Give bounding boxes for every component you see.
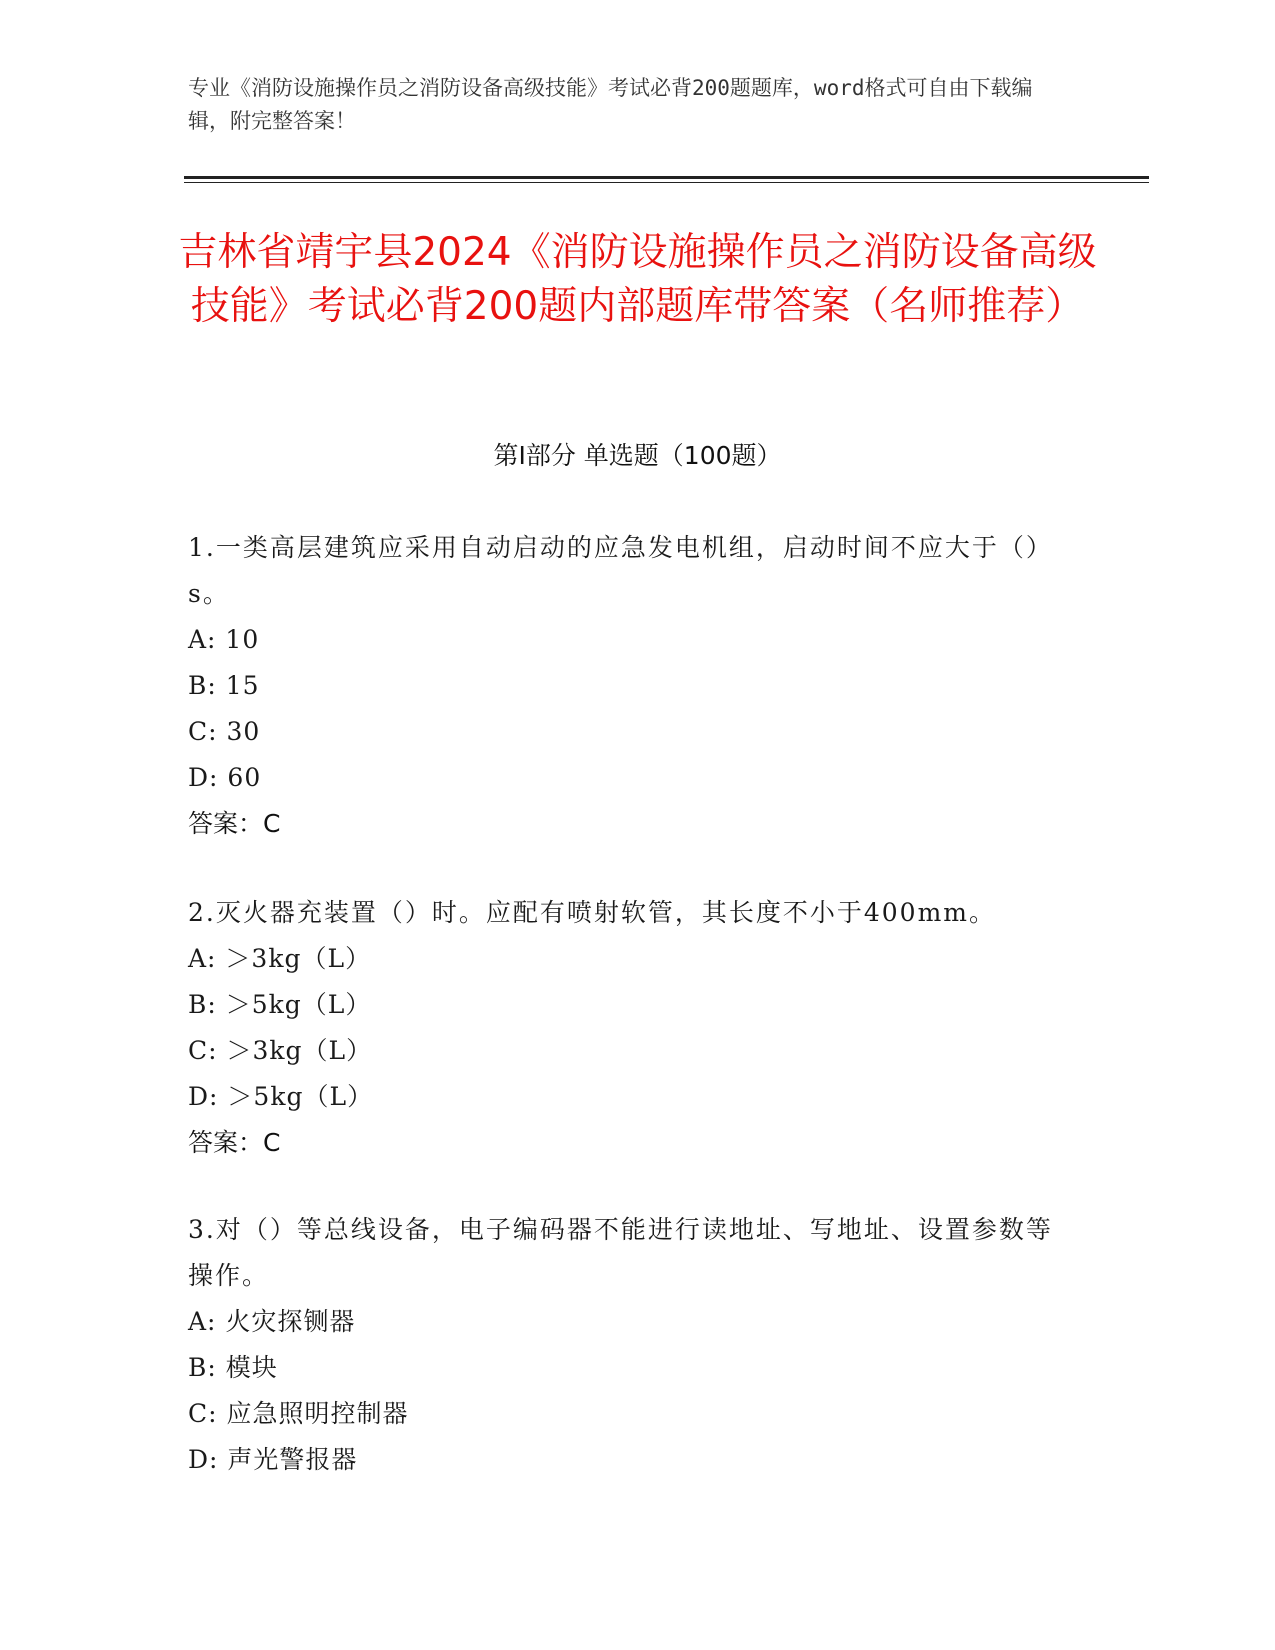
option-d: D: ＞5kg（L）	[188, 1082, 374, 1111]
option-c: C: 30	[188, 717, 261, 746]
header-rule-thin	[184, 182, 1149, 183]
option-b: B: 模块	[188, 1353, 278, 1382]
question-stem: 3.对（）等总线设备，电子编码器不能进行读地址、写地址、设置参数等操作。	[188, 1215, 1053, 1290]
section-heading: 第I部分 单选题（100题）	[493, 441, 782, 470]
option-a: A: 火灾探铡器	[188, 1307, 356, 1336]
option-b: B: ＞5kg（L）	[188, 990, 372, 1019]
option-a: A: ＞3kg（L）	[188, 944, 372, 973]
option-d: D: 60	[188, 763, 262, 792]
option-b: B: 15	[188, 671, 260, 700]
question-stem: 2.灭火器充装置（）时。应配有喷射软管，其长度不小于400mm。	[188, 898, 996, 927]
header-rule-thick	[184, 176, 1149, 179]
question-1	[188, 525, 1068, 847]
question-stem: 1.一类高层建筑应采用自动启动的应急发电机组，启动时间不应大于（）s。	[188, 533, 1053, 608]
answer: 答案：C	[188, 809, 281, 838]
option-c: C: 应急照明控制器	[188, 1399, 409, 1428]
document-intro: 专业《消防设施操作员之消防设备高级技能》考试必背200题题库，word格式可自由下载编辑，附完整答案！	[188, 76, 1033, 133]
question-2	[188, 890, 1068, 1166]
document-title: 吉林省靖宇县2024《消防设施操作员之消防设备高级技能》考试必背200题内部题库带答案（名师推荐）	[178, 230, 1097, 329]
answer: 答案：C	[188, 1128, 281, 1157]
question-3	[188, 1207, 1068, 1483]
option-c: C: ＞3kg（L）	[188, 1036, 373, 1065]
option-a: A: 10	[188, 625, 260, 654]
option-d: D: 声光警报器	[188, 1445, 358, 1474]
